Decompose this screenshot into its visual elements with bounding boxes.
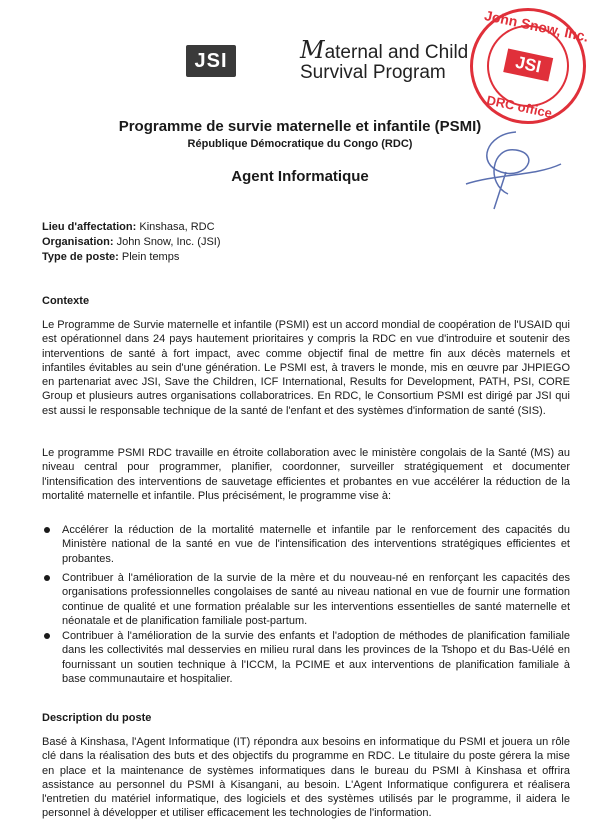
organisation-line: Organisation: John Snow, Inc. (JSI) [42, 236, 221, 248]
list-item: Contribuer à l'amélioration de la survie de la mère et du nouveau-né en renforçant les capacités des organisations professionnelles congolaises de santé au niveau national en vue de fournir une formation continue de qualité et une formation préalable sur les interventions essentielles de santé maternelle et néonatale et de planification familiale post-partum. [42, 571, 570, 628]
program-logo-line1: Maternal and Child [300, 36, 469, 64]
list-item: Contribuer à l'amélioration de la survie des enfants et l'adoption de méthodes de planification familiale dans les collectivités mal desservies en milieu rural dans les provinces de la Tshopo et du Bas-Uélé en fournissant un soutien technique à l'ICCM, la PCIME et aux interventions de planification familiale à base communautaire et hospitalier. [42, 629, 570, 686]
program-logo [300, 36, 470, 83]
list-item: Accélérer la réduction de la mortalité maternelle et infantile par le renforcement des capacités du Ministère national de la santé en vue de l'intensification des interventions stratégiques efficientes et probantes. [42, 523, 570, 566]
type-line: Type de poste: Plein temps [42, 251, 180, 263]
context-heading: Contexte [42, 295, 90, 307]
position-title: Agent Informatique [231, 168, 369, 185]
country-subtitle: République Démocratique du Congo (RDC) [187, 138, 413, 150]
objective-list-2 [42, 571, 570, 628]
location-line: Lieu d'affectation: Kinshasa, RDC [42, 221, 215, 233]
stamp-bottom-text: DRC office [485, 92, 554, 121]
description-paragraph: Basé à Kinshasa, l'Agent Informatique (IT) répondra aux besoins en informatique du PSMI et jouera un rôle clé dans la réalisation des buts et des objectifs du programme en RDC. Le titulaire du poste gérera la mise en place et la maintenance de systèmes informatiques dans le bureau du PSMI à Kinshasa et offrira assistance au personnel du PSMI à Kisangani, au besoin. L'Agent Informatique configurera et réalisera l'entretien du matériel informatique, des logiciels et des systèmes utilisés par le programme, il aidera le personnel à développer et utiliser efficacement les technologies de l'information. [42, 736, 570, 820]
bullet-icon [44, 633, 50, 639]
objective-list-3 [42, 629, 570, 686]
office-stamp [459, 0, 597, 135]
description-heading: Description du poste [42, 712, 152, 724]
context-paragraph-2: Le programme PSMI RDC travaille en étroite collaboration avec le ministère congolais de la Santé (MS) au niveau central pour programmer, planifier, coordonner, surveiller stratégiquement et documenter l'intensification des interventions de sauvetage efficientes et probantes en vue accélérer la réduction de la mortalité maternelle et infantile. Plus précisément, le programme vise à: [42, 447, 570, 502]
stamp-top-text: John Snow, Inc. [482, 7, 591, 45]
objective-list-1 [42, 523, 570, 566]
program-logo-line2: Survival Program [300, 62, 446, 83]
job-info [42, 220, 221, 265]
stamp-center-logo: JSI [503, 49, 553, 82]
jsi-logo: JSI [186, 45, 236, 77]
bullet-icon [44, 527, 50, 533]
context-paragraph-1: Le Programme de Survie maternelle et infantile (PSMI) est un accord mondial de coopération de l'USAID qui est opérationnel dans 24 pays hautement prioritaires y compris la RDC en vue d'introduire et soutenir des interventions de santé à fort impact, avec comme objectif final de mettre fin aux décès maternels et infantiles évitables au sein d'une génération. Le PSMI est, à travers le monde, mis en œuvre par JHPIEGO en partenariat avec JSI, Save the Children, ICF International, Results for Development, PATH, PSI, CORE Group et plusieurs autres organisations collaboratrices. En RDC, le Consortium PSMI est dirigé par JSI qui est aussi le responsable technique de la santé de l'enfant et des systèmes d'information de santé (SIS). [42, 319, 570, 417]
program-title: Programme de survie maternelle et infantile (PSMI) [118, 118, 482, 135]
bullet-icon [44, 575, 50, 581]
